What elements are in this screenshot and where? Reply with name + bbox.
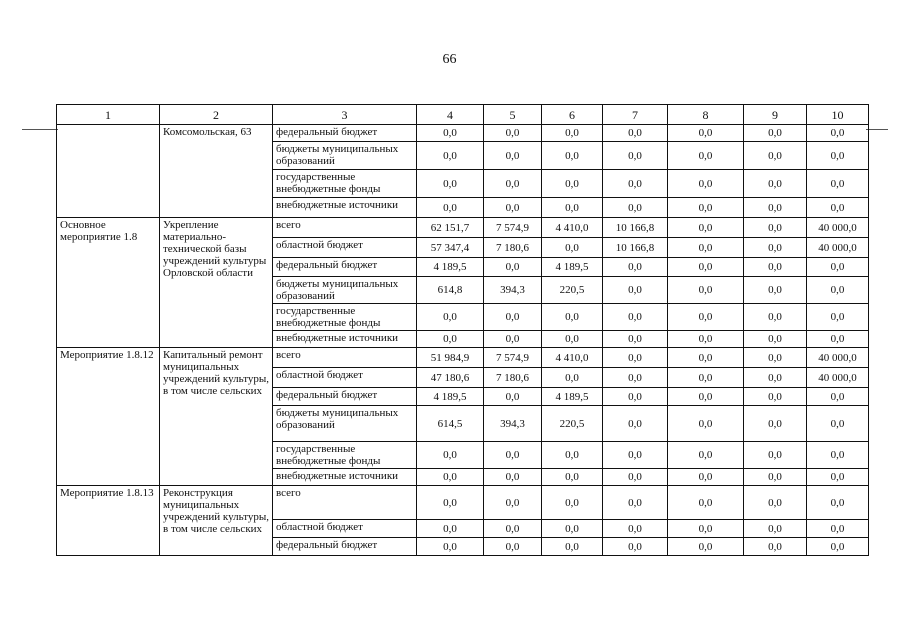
value-cell: 0,0	[417, 198, 484, 218]
column-header: 2	[160, 105, 273, 125]
value-cell: 51 984,9	[417, 348, 484, 368]
value-cell: 4 410,0	[542, 348, 603, 368]
value-cell: 0,0	[484, 469, 542, 486]
scan-line-left	[22, 129, 58, 130]
value-cell: 0,0	[603, 442, 668, 469]
value-cell: 0,0	[603, 258, 668, 277]
value-cell: 0,0	[807, 142, 869, 170]
activity-name-cell: Капитальный ремонт муниципальных учреждений культуры, в том числе сельских	[160, 348, 273, 486]
value-cell: 0,0	[744, 238, 807, 258]
value-cell: 0,0	[744, 442, 807, 469]
value-cell: 0,0	[484, 486, 542, 520]
value-cell: 0,0	[484, 331, 542, 348]
budget-table-wrapper	[56, 104, 868, 556]
funding-source-cell: федеральный бюджет	[273, 388, 417, 406]
value-cell: 10 166,8	[603, 218, 668, 238]
value-cell: 0,0	[542, 442, 603, 469]
value-cell: 4 189,5	[542, 258, 603, 277]
funding-source-cell: федеральный бюджет	[273, 538, 417, 556]
value-cell: 0,0	[603, 486, 668, 520]
value-cell: 40 000,0	[807, 348, 869, 368]
value-cell: 0,0	[603, 538, 668, 556]
value-cell: 0,0	[744, 218, 807, 238]
value-cell: 0,0	[542, 368, 603, 388]
value-cell: 0,0	[603, 198, 668, 218]
value-cell: 0,0	[484, 520, 542, 538]
value-cell: 0,0	[417, 486, 484, 520]
value-cell: 0,0	[807, 520, 869, 538]
value-cell: 40 000,0	[807, 218, 869, 238]
value-cell: 4 189,5	[417, 258, 484, 277]
funding-source-cell: областной бюджет	[273, 238, 417, 258]
value-cell: 10 166,8	[603, 238, 668, 258]
page-number: 66	[442, 52, 457, 67]
activity-code-cell	[57, 125, 160, 218]
activity-code-cell: Мероприятие 1.8.12	[57, 348, 160, 486]
funding-source-cell: государственные внебюджетные фонды	[273, 304, 417, 331]
table-row	[57, 348, 869, 368]
funding-source-cell: внебюджетные источники	[273, 331, 417, 348]
funding-source-cell: областной бюджет	[273, 368, 417, 388]
value-cell: 57 347,4	[417, 238, 484, 258]
value-cell: 0,0	[603, 348, 668, 368]
value-cell: 614,5	[417, 406, 484, 442]
value-cell: 4 410,0	[542, 218, 603, 238]
value-cell: 0,0	[744, 198, 807, 218]
value-cell: 0,0	[744, 538, 807, 556]
value-cell: 0,0	[668, 304, 744, 331]
value-cell: 0,0	[603, 368, 668, 388]
funding-source-cell: внебюджетные источники	[273, 198, 417, 218]
value-cell: 0,0	[744, 486, 807, 520]
value-cell: 0,0	[417, 331, 484, 348]
table-row	[57, 486, 869, 520]
funding-source-cell: федеральный бюджет	[273, 258, 417, 277]
value-cell: 0,0	[542, 520, 603, 538]
value-cell: 0,0	[668, 486, 744, 520]
value-cell: 0,0	[603, 125, 668, 142]
value-cell: 0,0	[603, 277, 668, 304]
value-cell: 394,3	[484, 406, 542, 442]
table-row	[57, 218, 869, 238]
value-cell: 0,0	[668, 331, 744, 348]
funding-source-cell: государственные внебюджетные фонды	[273, 170, 417, 198]
funding-source-cell: всего	[273, 218, 417, 238]
value-cell: 0,0	[744, 170, 807, 198]
value-cell: 0,0	[807, 258, 869, 277]
value-cell: 220,5	[542, 277, 603, 304]
activity-code-cell: Основное мероприятие 1.8	[57, 218, 160, 348]
column-header: 4	[417, 105, 484, 125]
value-cell: 0,0	[603, 304, 668, 331]
funding-source-cell: внебюджетные источники	[273, 469, 417, 486]
funding-source-cell: бюджеты муниципальных образований	[273, 142, 417, 170]
value-cell: 0,0	[603, 388, 668, 406]
value-cell: 0,0	[417, 304, 484, 331]
value-cell: 40 000,0	[807, 238, 869, 258]
value-cell: 0,0	[542, 538, 603, 556]
value-cell: 0,0	[484, 142, 542, 170]
value-cell: 62 151,7	[417, 218, 484, 238]
value-cell: 0,0	[744, 368, 807, 388]
value-cell: 0,0	[744, 304, 807, 331]
column-header: 7	[603, 105, 668, 125]
column-header: 3	[273, 105, 417, 125]
value-cell: 0,0	[417, 142, 484, 170]
value-cell: 0,0	[542, 304, 603, 331]
value-cell: 0,0	[744, 469, 807, 486]
value-cell: 4 189,5	[542, 388, 603, 406]
value-cell: 0,0	[603, 469, 668, 486]
value-cell: 220,5	[542, 406, 603, 442]
value-cell: 0,0	[417, 442, 484, 469]
column-header: 6	[542, 105, 603, 125]
column-header: 8	[668, 105, 744, 125]
value-cell: 0,0	[744, 388, 807, 406]
value-cell: 0,0	[807, 331, 869, 348]
funding-source-cell: всего	[273, 486, 417, 520]
value-cell: 0,0	[807, 170, 869, 198]
value-cell: 0,0	[744, 406, 807, 442]
value-cell: 0,0	[744, 331, 807, 348]
value-cell: 0,0	[668, 520, 744, 538]
value-cell: 0,0	[484, 304, 542, 331]
value-cell: 0,0	[744, 348, 807, 368]
value-cell: 0,0	[807, 198, 869, 218]
value-cell: 0,0	[668, 198, 744, 218]
value-cell: 0,0	[807, 388, 869, 406]
value-cell: 0,0	[668, 442, 744, 469]
value-cell: 0,0	[807, 304, 869, 331]
scan-line-right	[866, 129, 888, 130]
value-cell: 0,0	[744, 258, 807, 277]
column-header: 9	[744, 105, 807, 125]
value-cell: 7 180,6	[484, 368, 542, 388]
value-cell: 47 180,6	[417, 368, 484, 388]
value-cell: 0,0	[668, 258, 744, 277]
table-row	[57, 125, 869, 142]
value-cell: 0,0	[744, 142, 807, 170]
value-cell: 0,0	[807, 125, 869, 142]
value-cell: 0,0	[603, 170, 668, 198]
value-cell: 394,3	[484, 277, 542, 304]
value-cell: 0,0	[744, 125, 807, 142]
value-cell: 0,0	[807, 486, 869, 520]
value-cell: 0,0	[484, 258, 542, 277]
value-cell: 7 574,9	[484, 348, 542, 368]
value-cell: 0,0	[668, 218, 744, 238]
value-cell: 0,0	[484, 198, 542, 218]
value-cell: 40 000,0	[807, 368, 869, 388]
value-cell: 0,0	[668, 538, 744, 556]
activity-name-cell: Реконструкция муниципальных учреждений культуры, в том числе сельских	[160, 486, 273, 556]
value-cell: 0,0	[668, 406, 744, 442]
value-cell: 0,0	[668, 170, 744, 198]
value-cell: 0,0	[542, 125, 603, 142]
value-cell: 0,0	[542, 142, 603, 170]
table-header-row	[57, 105, 869, 125]
value-cell: 0,0	[542, 486, 603, 520]
value-cell: 0,0	[668, 142, 744, 170]
value-cell: 0,0	[603, 331, 668, 348]
value-cell: 0,0	[484, 538, 542, 556]
value-cell: 0,0	[668, 277, 744, 304]
value-cell: 0,0	[668, 469, 744, 486]
value-cell: 0,0	[603, 142, 668, 170]
table-body	[57, 125, 869, 556]
value-cell: 0,0	[484, 125, 542, 142]
value-cell: 0,0	[807, 406, 869, 442]
value-cell: 0,0	[484, 442, 542, 469]
funding-source-cell: государственные внебюджетные фонды	[273, 442, 417, 469]
value-cell: 0,0	[668, 238, 744, 258]
value-cell: 0,0	[542, 198, 603, 218]
value-cell: 0,0	[484, 170, 542, 198]
value-cell: 4 189,5	[417, 388, 484, 406]
value-cell: 614,8	[417, 277, 484, 304]
value-cell: 0,0	[807, 469, 869, 486]
column-header: 1	[57, 105, 160, 125]
value-cell: 0,0	[807, 277, 869, 304]
column-header: 5	[484, 105, 542, 125]
activity-name-cell: Комсомольская, 63	[160, 125, 273, 218]
value-cell: 0,0	[417, 469, 484, 486]
value-cell: 0,0	[417, 125, 484, 142]
value-cell: 0,0	[603, 406, 668, 442]
activity-name-cell: Укрепление материально-технической базы учреждений культуры Орловской области	[160, 218, 273, 348]
funding-source-cell: федеральный бюджет	[273, 125, 417, 142]
value-cell: 0,0	[668, 368, 744, 388]
value-cell: 7 180,6	[484, 238, 542, 258]
value-cell: 0,0	[417, 520, 484, 538]
funding-source-cell: бюджеты муниципальных образований	[273, 277, 417, 304]
value-cell: 0,0	[542, 170, 603, 198]
value-cell: 0,0	[484, 388, 542, 406]
value-cell: 0,0	[542, 469, 603, 486]
value-cell: 0,0	[668, 388, 744, 406]
column-header: 10	[807, 105, 869, 125]
funding-source-cell: областной бюджет	[273, 520, 417, 538]
value-cell: 0,0	[807, 538, 869, 556]
value-cell: 7 574,9	[484, 218, 542, 238]
activity-code-cell: Мероприятие 1.8.13	[57, 486, 160, 556]
value-cell: 0,0	[668, 125, 744, 142]
value-cell: 0,0	[542, 331, 603, 348]
value-cell: 0,0	[807, 442, 869, 469]
funding-source-cell: бюджеты муниципальных образований	[273, 406, 417, 442]
value-cell: 0,0	[744, 520, 807, 538]
value-cell: 0,0	[744, 277, 807, 304]
value-cell: 0,0	[603, 520, 668, 538]
budget-table	[56, 104, 869, 556]
value-cell: 0,0	[668, 348, 744, 368]
value-cell: 0,0	[417, 538, 484, 556]
value-cell: 0,0	[542, 238, 603, 258]
value-cell: 0,0	[417, 170, 484, 198]
funding-source-cell: всего	[273, 348, 417, 368]
